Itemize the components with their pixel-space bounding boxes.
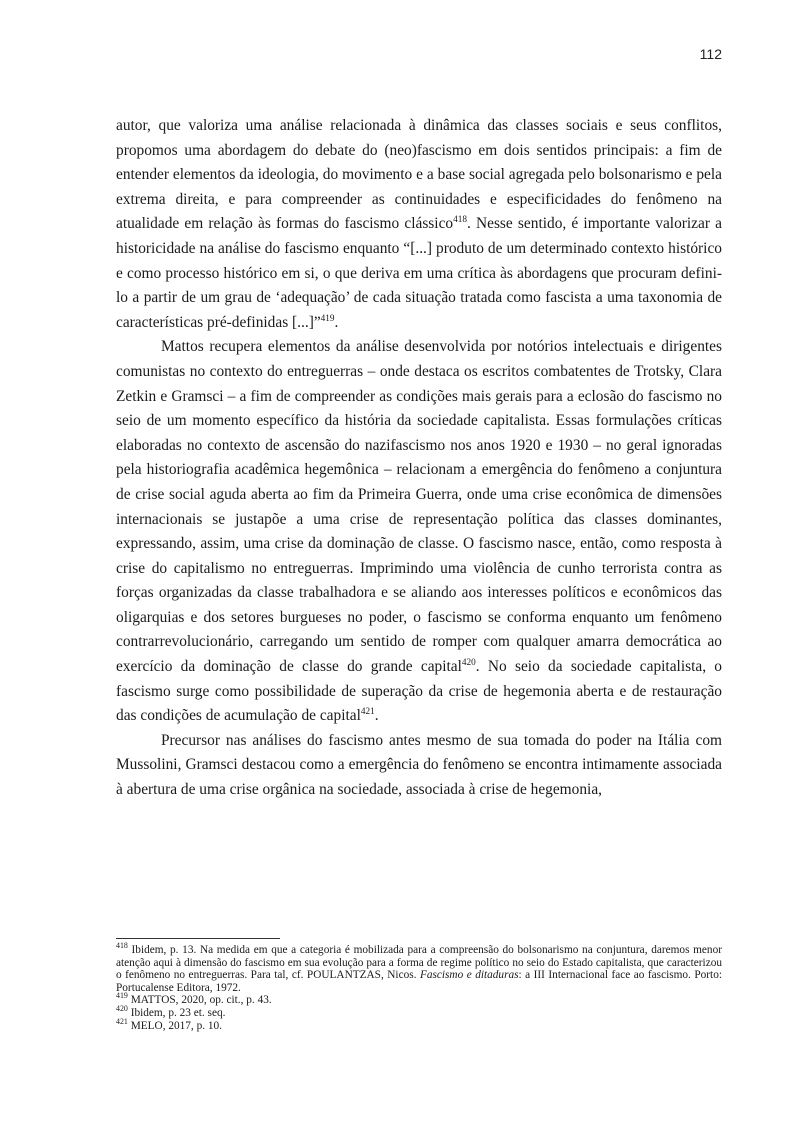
footnote-divider [116, 938, 280, 939]
footnote-421: $^{421}$ MELO, 2017, p. 10. [116, 1016, 223, 1032]
footnote-ref-419[interactable]: 419 [320, 312, 335, 323]
body-text [116, 114, 722, 803]
page-number: 112 [699, 46, 722, 62]
footnote-419: $^{419}$ MATTOS, 2020, op. cit., p. 43. [116, 991, 272, 1007]
footnote-ref-420[interactable]: 420 [461, 656, 476, 667]
footnote-ref-421[interactable]: 421 [360, 706, 375, 717]
footnote-418: $^{418}$ Ibidem, p. 13. Na medida em que a categoria é mobilizada para a compreensão do bolsonarismo na conjuntura, daremos menor atenção aqui à dimensão do fascismo em sua evolução para a forma de regime político no seio do Estado capitalista, que caracterizou o fenômeno no entreguerras. Para tal, cf. POULANTZAS, Nicos. Fascismo e ditaduras: a III Internacional face ao fascismo. Porto: Portucalense Editora, 1972. [116, 941, 722, 994]
footnote-ref-418[interactable]: 418 [453, 214, 467, 225]
paragraph-2: Mattos recupera elementos da análise desenvolvida por notórios intelectuais e dirigentes comunistas no contexto do entreguerras – onde destaca os escritos combatentes de Trotsky, Clara Zetkin e Gramsci – a fim de compreender as condições mais gerais para a eclosão do fascismo no seio de um momento específico da história da sociedade capitalista. Essas formulações críticas elaboradas no contexto de ascensão do nazifascismo nos anos 1920 e 1930 – no geral ignoradas pela historiografia acadêmica hegemônica – relacionam a emergência do fenômeno a conjuntura de crise social aguda aberta ao fim da Primeira Guerra, onde uma crise econômica de dimensões internacionais se justapõe a uma crise de representação política das classes dominantes, expressando, assim, uma crise da dominação de classe. O fascismo nasce, então, como resposta à crise do capitalismo no entreguerras. Imprimindo uma violência de cunho terrorista contra as forças organizadas da classe trabalhadora e se aliando aos interesses políticos e econômicos das oligarquias e dos setores burgueses no poder, o fascismo se conforma enquanto um fenômeno contrarrevolucionário, carregando um sentido de romper com qualquer amarra democrática ao exercício da dominação de classe do grande capital$^{420}$. No seio da sociedade capitalista, o fascismo surge como possibilidade de superação da crise de hegemonia aberta e de restauração das condições de acumulação de capital$^{421}$. [116, 338, 723, 725]
footnote-420: $^{420}$ Ibidem, p. 23 et. seq. [116, 1004, 226, 1019]
paragraph-3: Precursor nas análises do fascismo antes mesmo de sua tomada do poder na Itália com Mussolini, Gramsci destacou como a emergência do fenômeno se encontra intimamente associada à abertura de uma crise orgânica na sociedade, associada à crise de hegemonia, [116, 731, 722, 799]
paragraph-1: autor, que valoriza uma análise relacionada à dinâmica das classes sociais e seus conflitos, propomos uma abordagem do debate do (neo)fascismo em dois sentidos principais: a fim de entender elementos da ideologia, do movimento e a base social agregada pelo bolsonarismo e pela extrema direita, e para compreender as continuidades e especificidades do fenômeno na atualidade em relação às formas do fascismo clássico$^{418}$. Nesse sentido, é importante valorizar a historicidade na análise do fascismo enquanto “[...] produto de um determinado contexto histórico e como processo histórico em si, o que deriva em uma crítica às abordagens que procuram defini-lo a partir de um grau de ‘adequação’ de cada situação tratada como fascista a uma taxonomia de características pré-definidas [...]”$^{419}$. [116, 117, 722, 331]
footnotes [116, 941, 722, 1032]
